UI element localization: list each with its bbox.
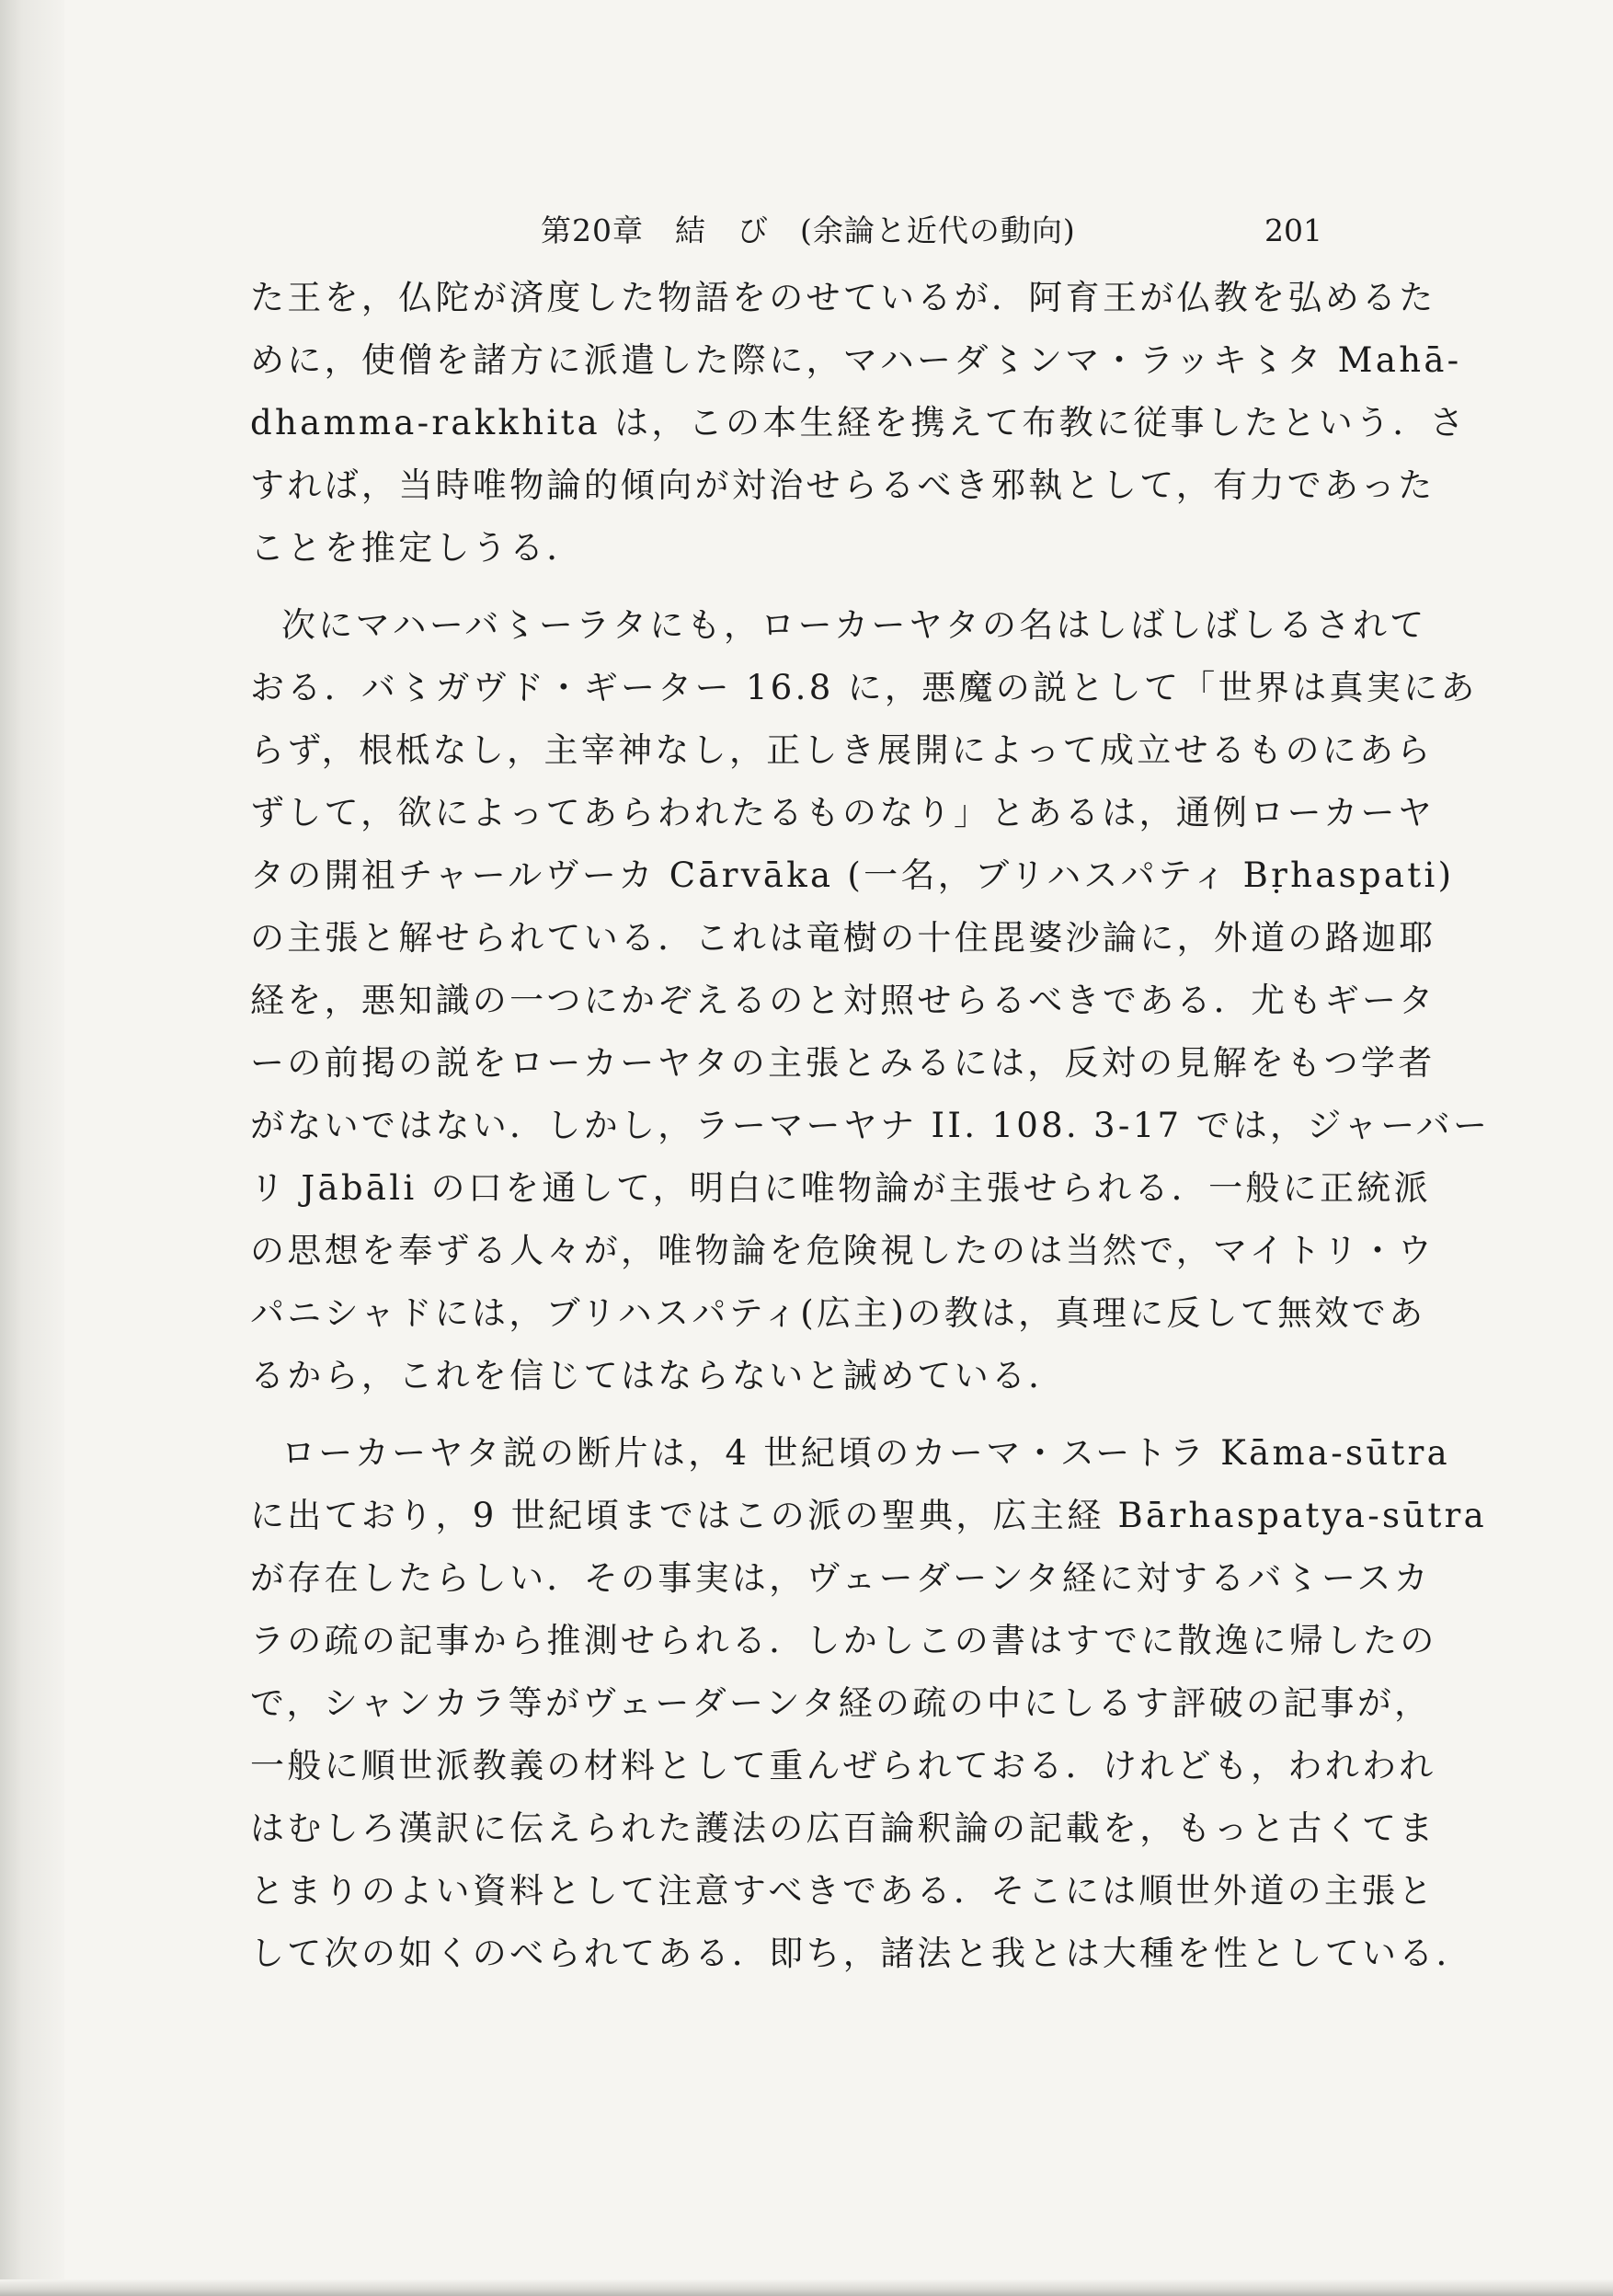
binding-shadow bbox=[0, 0, 64, 2296]
text-line: すれば，当時唯物論的傾向が対治せらるべき邪執として，有力であった bbox=[250, 465, 1436, 505]
text-line: はむしろ漢訳に伝えられた護法の広百論釈論の記載を，もっと古くてま bbox=[250, 1808, 1436, 1848]
text-line: パニシャドには，ブリハスパティ(広主)の教は，真理に反して無效であ bbox=[250, 1293, 1426, 1333]
text-line: とまりのよい資料として注意すべきである．そこには順世外道の主張と bbox=[250, 1871, 1436, 1911]
paragraph-2 bbox=[250, 594, 1491, 1407]
text-line: で，シャンカラ等がヴェーダーンタ経の疏の中にしるす評破の記事が， bbox=[250, 1683, 1432, 1723]
text-line: おる．バ〻ガヴド・ギーター 16.8 に，悪魔の説として「世界は真実にあ bbox=[250, 668, 1478, 707]
text-line: が存在したらしい．その事実は，ヴェーダーンタ経に対するバ〻ースカ bbox=[250, 1558, 1432, 1598]
text-line: して次の如くのべられてある．即ち，諸法と我とは大種を性としている． bbox=[250, 1934, 1473, 1973]
paragraph-1 bbox=[250, 267, 1467, 580]
paragraph-3 bbox=[250, 1422, 1487, 1985]
text-line: ローカーヤタ説の断片は，4 世紀頃のカーマ・スートラ Kāma-sūtra bbox=[281, 1433, 1450, 1473]
text-line: リ Jābāli の口を通して，明白に唯物論が主張せられる．一般に正統派 bbox=[250, 1168, 1431, 1208]
page-header bbox=[541, 208, 1322, 254]
text-line: の主張と解せられている．これは竜樹の十住毘婆沙論に，外道の路迦耶 bbox=[250, 918, 1436, 958]
running-title: 第20章 結 び (余論と近代の動向) bbox=[541, 212, 1076, 248]
text-line: 一般に順世派教義の材料として重んぜられておる．けれども，われわれ bbox=[250, 1746, 1436, 1785]
page-number: 201 bbox=[1264, 212, 1322, 248]
text-line: に出ており，9 世紀頃まではこの派の聖典，広主経 Bārhaspatya-sūtra bbox=[250, 1496, 1487, 1535]
text-line: がないではない．しかし，ラーマーヤナ II. 108. 3-17 では，ジャーバー bbox=[250, 1106, 1491, 1145]
text-line: dhamma-rakkhita は，この本生経を携えて布教に従事したという．さ bbox=[250, 403, 1467, 442]
text-line: た王を，仏陀が済度した物語をのせているが．阿育王が仏教を弘めるた bbox=[250, 278, 1436, 317]
text-line: らず，根柢なし，主宰神なし，正しき展開によって成立せるものにあら bbox=[250, 730, 1434, 770]
text-line: めに，使僧を諸方に派遣した際に，マハーダ〻ンマ・ラッキ〻タ Mahā- bbox=[250, 340, 1462, 380]
text-line: 次にマハーバ〻ーラタにも，ローカーヤタの名はしばしばしるされて bbox=[281, 605, 1427, 645]
text-line: 経を，悪知識の一つにかぞえるのと対照せらるべきである．尤もギータ bbox=[250, 981, 1436, 1020]
text-line: ずして，欲によってあらわれたるものなり」とあるは，通例ローカーヤ bbox=[250, 793, 1436, 832]
text-line: ことを推定しうる． bbox=[250, 528, 584, 568]
text-line: ーの前掲の説をローカーヤタの主張とみるには，反対の見解をもつ学者 bbox=[250, 1043, 1436, 1083]
text-line: タの開祖チャールヴーカ Cārvāka (一名，ブリハスパティ Bṛhaspati) bbox=[250, 855, 1455, 895]
text-line: ラの疏の記事から推測せられる．しかしこの書はすでに散逸に帰したの bbox=[250, 1621, 1437, 1660]
text-line: の思想を奉ずる人々が，唯物論を危険視したのは当然で，マイトリ・ウ bbox=[250, 1231, 1436, 1270]
text-line: るから，これを信じてはならないと誡めている． bbox=[250, 1356, 1066, 1395]
body-text bbox=[250, 267, 1491, 1985]
page-bottom-edge bbox=[0, 2279, 1613, 2296]
